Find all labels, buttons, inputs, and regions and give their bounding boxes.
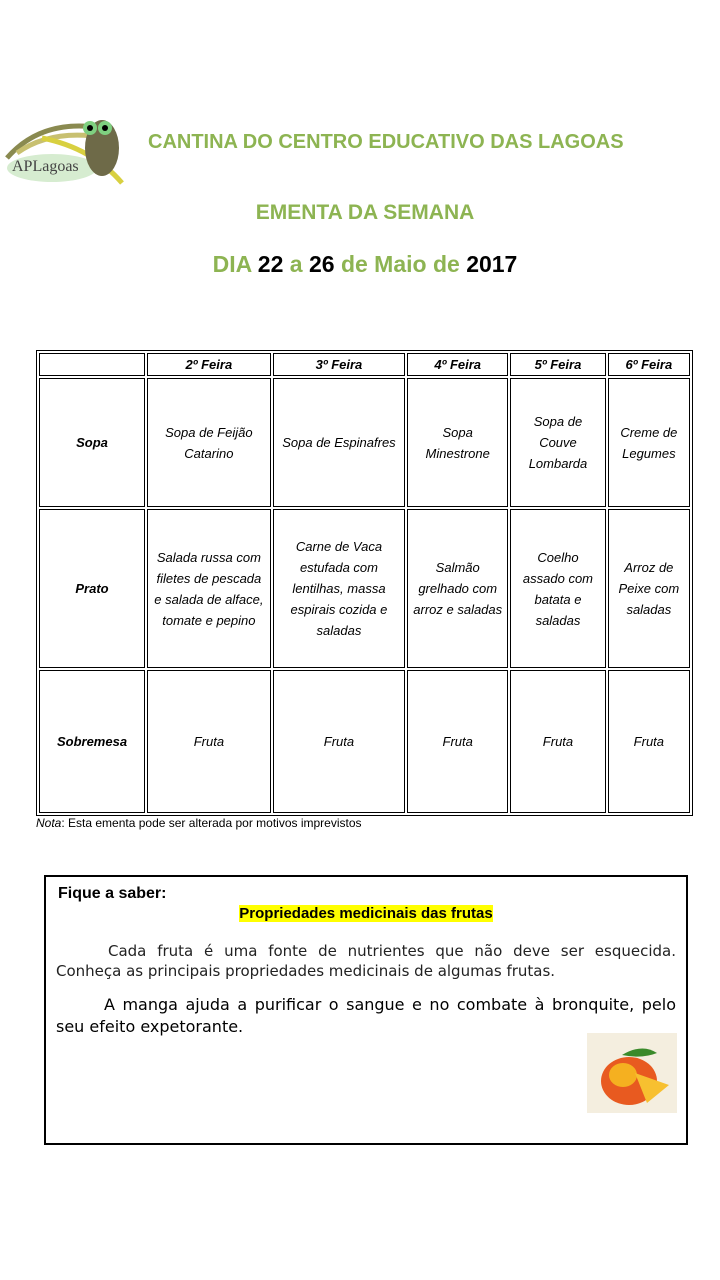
row-label: Prato <box>39 509 145 668</box>
menu-cell: Fruta <box>273 670 405 813</box>
row-label: Sopa <box>39 378 145 507</box>
aplagoas-logo <box>2 98 127 186</box>
mango-image <box>587 1033 677 1113</box>
page-subtitle: EMENTA DA SEMANA <box>255 201 475 224</box>
menu-cell: Sopa de Espinafres <box>273 378 405 507</box>
menu-cell: Fruta <box>147 670 271 813</box>
menu-cell: Carne de Vaca estufada com lentilhas, massa espirais cozida e saladas <box>273 509 405 668</box>
table-row <box>39 378 690 507</box>
menu-cell: Arroz de Peixe com saladas <box>608 509 690 668</box>
info-title: Propriedades medicinais das frutas <box>239 905 493 922</box>
day-header: 2º Feira <box>147 353 271 376</box>
logo-text: APLagoas <box>12 158 79 175</box>
info-box <box>44 875 688 1145</box>
menu-cell: Salmão grelhado com arroz e saladas <box>407 509 508 668</box>
menu-cell: Sopa de Feijão Catarino <box>147 378 271 507</box>
menu-cell: Coelho assado com batata e saladas <box>510 509 605 668</box>
info-paragraph: Cada fruta é uma fonte de nutrientes que não deve ser esquecida. Conheça as principais propriedades medicinais de algumas frutas. <box>56 942 676 980</box>
table-row <box>39 509 690 668</box>
menu-cell: Fruta <box>608 670 690 813</box>
menu-table <box>36 350 693 816</box>
menu-cell: Sopa de Couve Lombarda <box>510 378 605 507</box>
menu-cell: Salada russa com filetes de pescada e salada de alface, tomate e pepino <box>147 509 271 668</box>
info-heading: Fique a saber: <box>58 885 167 902</box>
page-title: CANTINA DO CENTRO EDUCATIVO DAS LAGOAS <box>148 131 624 153</box>
day-header: 4º Feira <box>407 353 508 376</box>
empty-header-cell <box>39 353 145 376</box>
date-range: DIA 22 a 26 de Maio de 2017 <box>212 251 518 277</box>
footnote: Nota: Esta ementa pode ser alterada por motivos imprevistos <box>36 816 362 830</box>
menu-cell: Creme de Legumes <box>608 378 690 507</box>
day-header: 6º Feira <box>608 353 690 376</box>
day-header: 3º Feira <box>273 353 405 376</box>
menu-cell: Sopa Minestrone <box>407 378 508 507</box>
table-row <box>39 670 690 813</box>
menu-cell: Fruta <box>510 670 605 813</box>
info-paragraph: A manga ajuda a purificar o sangue e no combate à bronquite, pelo seu efeito expetorante. <box>56 995 676 1036</box>
table-header-row <box>39 353 690 376</box>
row-label: Sobremesa <box>39 670 145 813</box>
day-header: 5º Feira <box>510 353 605 376</box>
menu-cell: Fruta <box>407 670 508 813</box>
